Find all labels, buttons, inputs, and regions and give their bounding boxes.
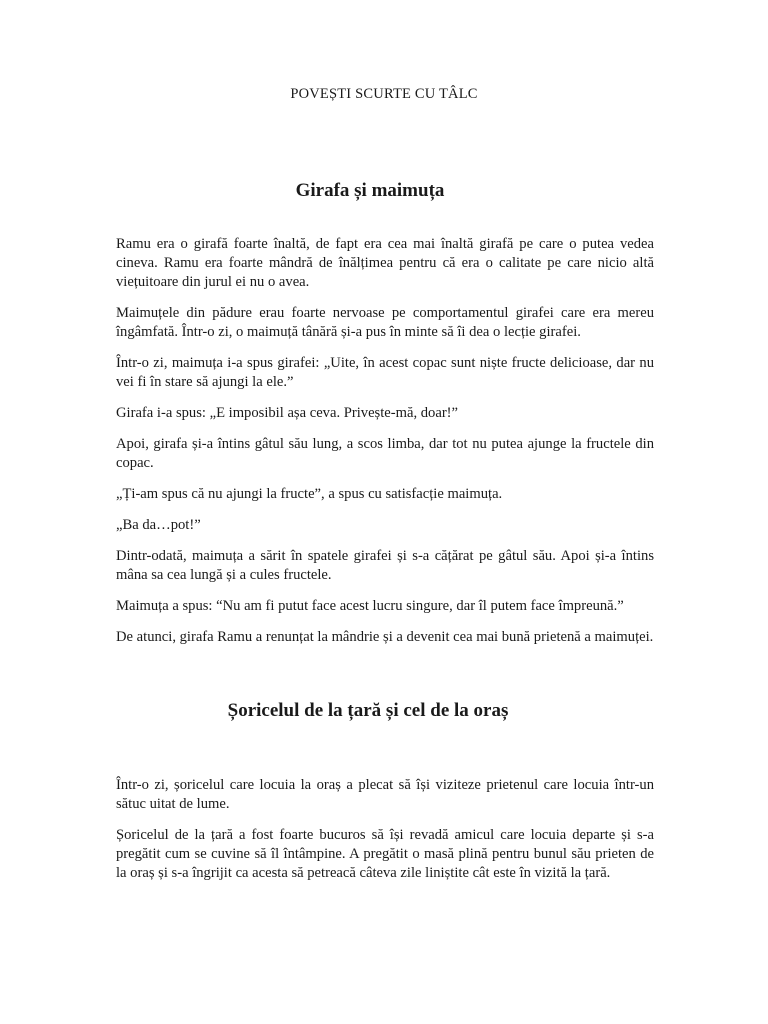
paragraph: Apoi, girafa și-a întins gâtul său lung, a scos limba, dar tot nu putea ajunge la fructele din copac. <box>116 436 654 471</box>
story-body-mouse <box>116 776 654 895</box>
paragraph: Într-o zi, maimuța i-a spus girafei: „Uite, în acest copac sunt niște fructe delicioase, dar nu vei fi în stare să ajungi la ele.” <box>116 355 654 390</box>
paragraph: „Ți-am spus că nu ajungi la fructe”, a spus cu satisfacție maimuța. <box>116 486 503 502</box>
paragraph: „Ba da…pot!” <box>116 517 201 533</box>
story-title-mouse: Șoricelul de la țară și cel de la oraș <box>227 700 509 721</box>
paragraph: Dintr-odată, maimuța a sărit în spatele girafei și s-a cățărat pe gâtul său. Apoi și-a întins mâna sa cea lungă și a cules fructele. <box>116 548 654 583</box>
paragraph: Ramu era o girafă foarte înaltă, de fapt era cea mai înaltă girafă pe care o putea vedea cineva. Ramu era foarte mândră de înălțimea pentru că era o calitate pe care nicio altă viețuitoare din jurul ei nu o avea. <box>116 236 654 290</box>
paragraph: Girafa i-a spus: „E imposibil așa ceva. Privește-mă, doar!” <box>116 405 459 421</box>
story-body-giraffe <box>116 235 654 659</box>
paragraph: Maimuțele din pădure erau foarte nervoase pe comportamentul girafei care era mereu îngâmfată. Într-o zi, o maimuță tânără și-a pus în minte să îi dea o lecție girafei. <box>116 305 654 340</box>
story-title-giraffe: Girafa și maimuța <box>295 180 445 201</box>
paragraph: Într-o zi, șoricelul care locuia la oraș a plecat să își viziteze prietenul care locuia într-un sătuc uitat de lume. <box>116 777 654 812</box>
document-header: POVEȘTI SCURTE CU TÂLC <box>290 86 478 102</box>
paragraph: Șoricelul de la țară a fost foarte bucuros să își revadă amicul care locuia departe și s-a pregătit cum se cuvine să îl întâmpine. A pregătit o masă plină pentru bunul său prieten de la oraș și s-a îngrijit ca acesta să petreacă câteva zile liniștite cât este în vizită la țară. <box>116 827 654 881</box>
paragraph: De atunci, girafa Ramu a renunțat la mândrie și a devenit cea mai bună prietenă a maimuței. <box>116 629 654 645</box>
paragraph: Maimuța a spus: “Nu am fi putut face acest lucru singure, dar îl putem face împreună.” <box>116 598 624 614</box>
